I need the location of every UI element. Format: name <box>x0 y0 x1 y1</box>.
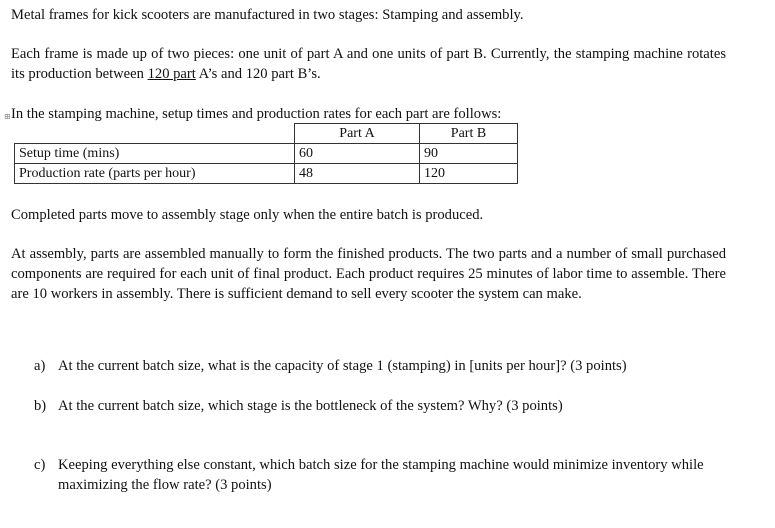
table-header-part-b: Part B <box>420 124 518 144</box>
table-row-label: Setup time (mins) <box>15 144 295 164</box>
table-cell-part-a: 48 <box>295 164 420 184</box>
pieces-text-before: Each frame is made up of two pieces: one unit of part A and one units of part B. Currently, the stamping machine rotates its production between <box>11 46 726 82</box>
intro-text: Metal frames for kick scooters are manufactured in two stages: Stamping and assembly. <box>11 7 524 23</box>
table-cell-part-b: 120 <box>420 164 518 184</box>
question-text: At the current batch size, which stage is the bottleneck of the system? Why? (3 points) <box>58 398 563 414</box>
table-intro-text: In the stamping machine, setup times and production rates for each part are follows: <box>11 106 502 122</box>
table-cell-part-a: 60 <box>295 144 420 164</box>
table-header-blank <box>15 124 295 144</box>
question-label: b) <box>34 398 47 414</box>
question-label: c) <box>34 457 46 473</box>
pieces-underlined-text: 120 part <box>147 66 196 82</box>
table-anchor-icon: ⊞ <box>4 112 11 121</box>
question-text: Keeping everything else constant, which batch size for the stamping machine would minimize inventory while maximizing the flow rate? (3 points) <box>58 457 704 493</box>
table-cell-part-b: 90 <box>420 144 518 164</box>
assembly-paragraph: At assembly, parts are assembled manually to form the finished products. The two parts and a number of small purchased components are required for each unit of final product. Each product requires 25 minutes of labor time to assemble. There are 10 workers in assembly. There is sufficient demand to sell every scooter the system can make. <box>11 246 726 302</box>
question-text: At the current batch size, what is the capacity of stage 1 (stamping) in [units per hour]? (3 points) <box>58 358 627 374</box>
pieces-paragraph <box>11 44 726 84</box>
batch-note-text: Completed parts move to assembly stage only when the entire batch is produced. <box>11 207 484 223</box>
pieces-text-after: A’s and 120 part B’s. <box>195 66 321 82</box>
table-row <box>15 164 518 184</box>
table-header-row <box>15 124 518 144</box>
question-label: a) <box>34 358 46 374</box>
table-row-label: Production rate (parts per hour) <box>15 164 295 184</box>
table-row <box>15 144 518 164</box>
table-header-part-a: Part A <box>295 124 420 144</box>
setup-table <box>14 123 518 184</box>
